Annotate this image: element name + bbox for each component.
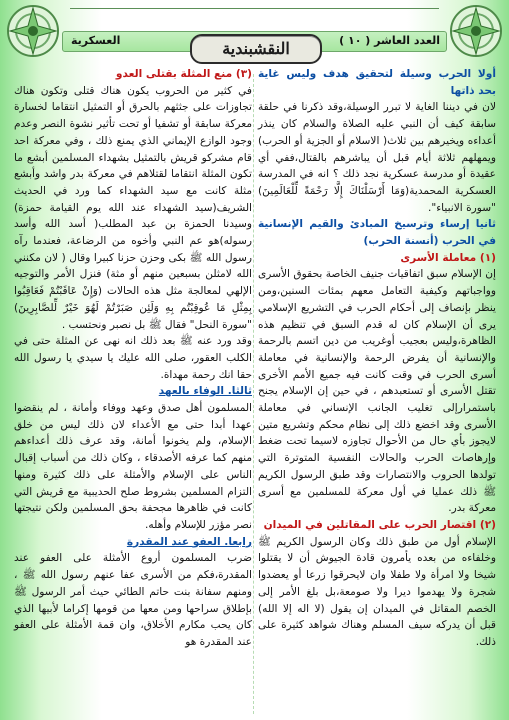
section-heading: ثالثا. الوفاء بالعهد (158, 385, 252, 398)
body-paragraph: لان في ديننا الغاية لا تبرر الوسيلة،وقد ذكرنا في حلقة سابقة كيف أن النبي عليه الصلاة والسلام كان ينذر أعداءه ويخيرهم بين ثلاث( الاسلام أو الجزية أو الحرب) ويمهلهم ثلاثة أيام قبل أن يباشرهم بالقتال،ففي أي عقيدة أو مدرسة عسكرية نجد ذلك ؟ انه في المدرسة العسكرية المحمدية(وَمَا أَرْسَلْنَاكَ إِلَّا رَحْمَةً لِّلْعَالَمِينَ) "سورة الانبياء". (258, 101, 496, 214)
magazine-title: النقشبندية (190, 34, 322, 64)
page-header (4, 2, 505, 60)
body-paragraph: في كثير من الحروب يكون هناك قتلى وتكون هناك تجاوزات على جثثهم بالحرق أو التمثيل انتقاما لخسارة معركة سابقة أو تشفيا أو تحت تأثير نشوة النصر وعدم وجود الوازع الإيماني الذي يمنع ذلك ، وفي معركة احد قام مشركو قريش بالتمثيل بشهداء المسلمين أبشع ما تكون المثلة انتقاما لقتلاهم في معركة بدر واشد وأبشع مثلة كانت مع سيد الشهداء كما ورد في الحديث الشريف(سيد الشهداء عند الله يوم القيامة حمزة) وسيدنا الحمزة بن عبد المطلب( أسد الله وأسد رسوله)هو عم النبي وأخوه من الرضاعة، فعندما رآه رسول الله ﷺ بكى وحزن حزنا كبيرا وقال ( لان مكنني الله لامثلن بسبعين منهم أو مثة) فنزل الأمر والتوجيه الإلهي لمعالجة مثل هذه الحالات (وَإِنْ عَاقَبْتُمْ فَعَاقِبُوا بِمِثْلِ مَا عُوقِبْتُم بِهِ وَلَئِن صَبَرْتُمْ لَهُوَ خَيْرٌ لِّلصَّابِرِينَ) "سورة النحل" فقال ﷺ بل نصبر ونحتسب . (14, 84, 252, 331)
column-divider (253, 74, 254, 714)
issue-label: العدد العاشر ( ١٠ ) (339, 34, 440, 47)
ornament-left-icon (4, 2, 62, 60)
left-column (14, 66, 252, 651)
body-paragraph: المسلمون أهل صدق وعهد ووفاء وأمانة ، لم ينقضوا عهدا أبدا حتى مع الأعداء لان ذلك ليس من خلق الإسلام، ولم يخونوا أمانة، وقد عرف ذلك أعداءهم منهم كما عرفه الأصدقاء ، وكان ذلك من أسباب إقبال الناس على الإسلام والأمثلة على ذلك كثيرة ومنها التزام المسلمين بشروط صلح الحديبية مع قريش التي كانت في ظاهرها مجحفة بحق المسلمين ولكن نتيجتها نصر مؤزر للإسلام وأهله. (14, 402, 252, 531)
body-paragraph: إن الإسلام سبق اتفاقيات جنيف الخاصة بحقوق الأسرى وواجباتهم وكيفية التعامل معهم بمئات السنين،ومن ينظر بإنصاف إلى أحكام الحرب في التشريع الإسلامي يرى أن الإسلام كان له قدم السبق في تنظيم هذه الظاهرة،وليس بعجيب أوغريب من دين اتسم بالرحمة والإنسانية أن يفرض الرحمة والإنسانية في معاملة أسرى الحرب في وقت كانت فيه جميع الأمم الأخرى تقتل الأسرى أو تستعبدهم ، في حين إن الإسلام يجنح باستمرارإلى تغليب الجانب الإنساني في معاملة الأسرى وقد اخضع ذلك إلى نظام محكم وتشريع متين لايجوز بأي حال من الأحوال تجاوزه لاسيما تحت ضغط وإرهاصات الحرب والحالات النفسية المتوترة التي تولدها الحروب والانتصارات وقد طبق الرسول الكريم ﷺ ذلك عمليا في أول معركة للمسلمين مع أسرى معركة بدر. (258, 268, 496, 515)
body-paragraph: الإسلام أول من طبق ذلك وكان الرسول الكريم ﷺ وخلفاءه من بعده يأمرون قادة الجيوش أن لا يقتلوا شيخا ولا امرأة ولا طفلا وان لايحرقوا زرعا أو يعضدوا شجرة ولا يهدموا ديرا ولا صومعة،بل بلغ الأمر إلى الخصم المقاتل في الميدان إن يقول (لا اله إلا الله) قبل أن يدركه سيف المسلم وهناك شواهد كثيرة على ذلك. (258, 535, 496, 648)
section-label: العسكرية (71, 34, 121, 47)
subsection-heading: (١) معاملة الأسرى (400, 251, 496, 264)
section-heading: ثانيا إرساء وترسيخ المبادئ والقيم الإنسانية في الحرب (أنسنة الحرب) (258, 218, 496, 248)
header-top-rule (70, 8, 439, 9)
subsection-heading: (٢) اقتصار الحرب على المقاتلين في الميدان (263, 518, 496, 531)
section-heading: أولا الحرب وسيلة لتحقيق هدف وليس غاية بحد ذاتها (258, 68, 496, 97)
right-column (258, 66, 496, 651)
body-paragraph: ضرب المسلمون أروع الأمثلة على العفو عند المقدرة،فكم من الأسرى عفا عنهم رسول الله ﷺ ، ومنهم سفانة بنت حاتم الطائي حيث أمر الرسول ﷺ بإطلاق سراحها ومن معها من قومها إكراما لأبيها الذي كان يحب مكارم الأخلاق، وان قمة الأمثلة على العفو عند المقدرة هو (14, 552, 252, 648)
ornament-right-icon (447, 2, 505, 60)
section-heading: رابعا. العفو عند المقدرة (126, 535, 252, 548)
body-paragraph: وقد ورد عنه ﷺ بعد ذلك انه نهى عن المثلة حتى في الكلب العقور، صلى الله عليك يا سيدي يا رسول الله حقا انك رحمة مهداة. (14, 335, 252, 381)
subsection-heading: (٣) منع المثلة بقتلى العدو (115, 68, 252, 80)
